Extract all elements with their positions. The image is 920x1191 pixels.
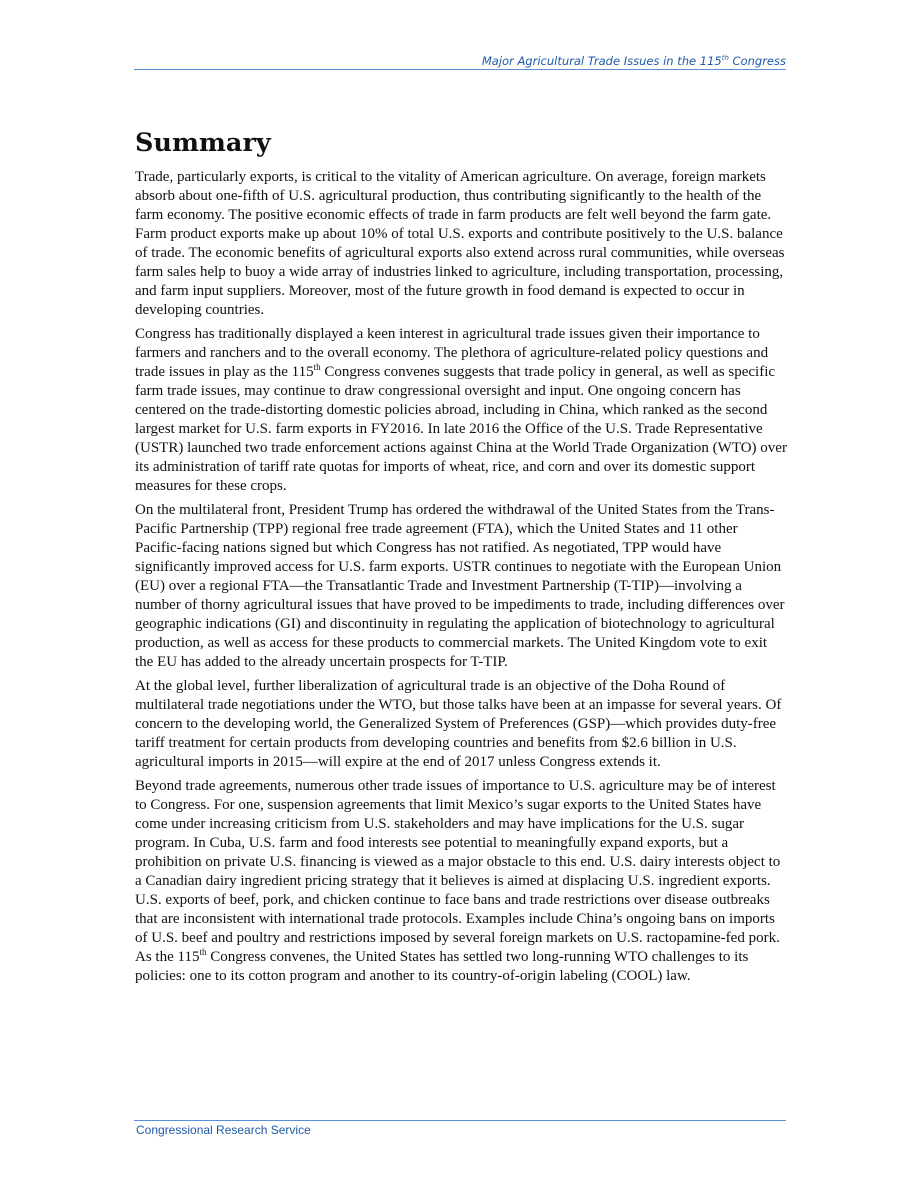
running-header — [134, 54, 786, 68]
paragraph-5 — [135, 777, 787, 986]
paragraph-3: On the multilateral front, President Trump has ordered the withdrawal of the United States from the Trans-Pacific Partnership (TPP) regional free trade agreement (FTA), which the United States and 11 other Pacific-facing nations signed but which Congress has not ratified. As negotiated, TPP would have significantly improved access for U.S. farm exports. USTR continues to negotiate with the European Union (EU) over a regional FTA—the Transatlantic Trade and Investment Partnership (T-TIP)—involving a number of thorny agricultural issues that have proved to be impediments to trade, including differences over geographic indications (GI) and discontinuity in regulating the application of biotechnology to agricultural production, as well as access for these products to commercial markets. The United Kingdom vote to exit the EU has added to the already uncertain prospects for T-TIP. — [135, 502, 785, 670]
paragraph-2 — [135, 325, 787, 496]
summary-heading: Summary — [135, 128, 271, 158]
summary-section — [135, 124, 787, 991]
paragraph-5-superscript: th — [199, 947, 207, 957]
header-divider — [134, 69, 786, 70]
paragraph-5-part-b: Congress convenes, the United States has settled two long-running WTO challenges to its policies: one to its cotton program and another to its country-of-origin labeling (COOL) law. — [135, 949, 749, 984]
paragraph-2-part-a: Congress has traditionally displayed a keen interest in agricultural trade issues given their importance to farmers and ranchers and to the overall economy. The plethora of agriculture-related policy questions and trade issues in play as the 115 — [135, 326, 769, 380]
paragraph-1: Trade, particularly exports, is critical to the vitality of American agriculture. On average, foreign markets absorb about one-fifth of U.S. agricultural production, thus contributing significantly to the health of the farm economy. The positive economic effects of trade in farm products are felt well beyond the farm gate. Farm product exports make up about 10% of total U.S. exports and contribute positively to the U.S. balance of trade. The economic benefits of agricultural exports also extend across rural communities, while overseas farm sales help to buoy a wide array of industries linked to agriculture, including transportation, processing, and farm input suppliers. Moreover, most of the future growth in food demand is expected to occur in developing countries. — [135, 169, 785, 318]
running-header-superscript: th — [721, 54, 729, 63]
running-header-prefix: Major Agricultural Trade Issues in the 115 — [481, 54, 722, 68]
paragraph-4: At the global level, further liberalization of agricultural trade is an objective of the Doha Round of multilateral trade negotiations under the WTO, but those talks have been at an impasse for several years. Of concern to the developing world, the Generalized System of Preferences (GSP)—which provides duty-free tariff treatment for certain products from developing countries and benefits from $2.6 billion in U.S. agricultural imports in 2015—will expire at the end of 2017 unless Congress extends it. — [135, 678, 782, 770]
footer-source: Congressional Research Service — [136, 1123, 311, 1137]
running-header-suffix: Congress — [728, 54, 786, 68]
footer-divider — [134, 1120, 786, 1121]
paragraph-2-part-b: Congress convenes suggests that trade policy in general, as well as specific farm trade issues, may continue to draw congressional oversight and input. One ongoing concern has centered on the trade-distorting domestic policies abroad, including in China, which ranked as the second largest market for U.S. farm exports in FY2016. In late 2016 the Office of the U.S. Trade Representative (USTR) launched two trade enforcement actions against China at the World Trade Organization (WTO) over its administration of tariff rate quotas for imports of wheat, rice, and corn and over its domestic support measures for these crops. — [135, 364, 787, 494]
paragraph-2-superscript: th — [313, 362, 321, 372]
paragraph-5-part-a: Beyond trade agreements, numerous other trade issues of importance to U.S. agriculture may be of interest to Congress. For one, suspension agreements that limit Mexico’s sugar exports to the United States have come under increasing criticism from U.S. stakeholders and may have implications for the U.S. sugar program. In Cuba, U.S. farm and food interests see potential to meaningfully expand exports, but a prohibition on private U.S. financing is viewed as a major obstacle to this end. U.S. dairy interests object to a Canadian dairy ingredient pricing strategy that it believes is aimed at displacing U.S. ingredient exports. U.S. exports of beef, pork, and chicken continue to face bans and trade restrictions over disease outbreaks that are inconsistent with international trade protocols. Examples include China’s ongoing bans on imports of U.S. beef and poultry and restrictions imposed by several foreign markets on U.S. ractopamine-fed pork. As the 115 — [135, 778, 781, 965]
